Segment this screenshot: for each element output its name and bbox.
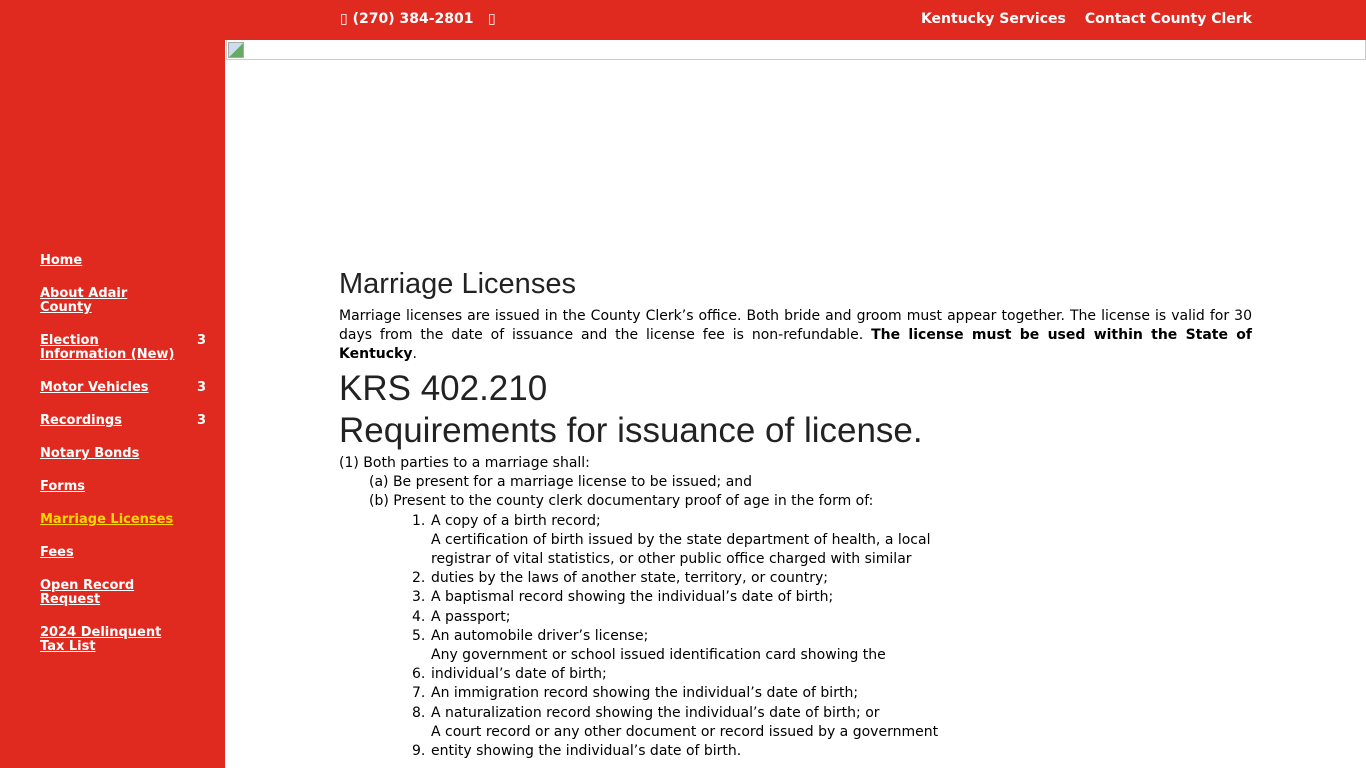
requirement-1: (1) Both parties to a marriage shall: — [339, 455, 590, 471]
list-item: 1. A copy of a birth record; — [429, 512, 1252, 531]
item-text: A certification of birth issued by the state department of health, a local registrar of vital statistics, or other public office charged with similar duties by the laws of another state, territory, or country; — [431, 531, 931, 587]
submenu-count-badge: 3 — [197, 413, 207, 428]
item-text: A baptismal record showing the individual’s date of birth; — [431, 589, 834, 606]
requirement-1b: (b) Present to the county clerk documentary proof of age in the form of: — [369, 493, 874, 510]
contact-county-clerk-link[interactable]: Contact County Clerk — [1084, 11, 1252, 27]
item-text: A passport; — [431, 608, 511, 625]
sidebar-link[interactable]: Election Information (New) — [40, 333, 175, 362]
sidebar-link[interactable]: Marriage Licenses — [40, 512, 174, 527]
list-item: 3. A baptismal record showing the individual’s date of birth; — [429, 588, 1252, 607]
sidebar-item — [40, 287, 210, 315]
phone-icon: ▯ — [340, 11, 348, 27]
submenu-count-badge: 3 — [197, 380, 207, 395]
sidebar-item — [40, 480, 210, 494]
sidebar-item — [40, 414, 210, 428]
main-content — [339, 266, 1252, 761]
sidebar-nav — [40, 254, 210, 673]
sidebar-item — [40, 381, 210, 395]
sidebar-item — [40, 579, 210, 607]
kentucky-services-link[interactable]: Kentucky Services — [920, 11, 1066, 27]
item-text: A copy of a birth record; — [431, 512, 601, 529]
banner-image — [226, 40, 1366, 60]
requirement-1a: (a) Be present for a marriage license to be issued; and — [369, 474, 753, 491]
list-item: 8. A naturalization record showing the individual’s date of birth; or — [429, 704, 1252, 723]
item-text: An immigration record showing the individual’s date of birth; — [431, 685, 859, 702]
sidebar — [0, 0, 225, 768]
sidebar-link[interactable]: Notary Bonds — [40, 446, 140, 461]
sidebar-item — [40, 447, 210, 461]
sidebar-link[interactable]: 2024 Delinquent Tax List — [40, 625, 162, 654]
sidebar-item — [40, 546, 210, 560]
intro-paragraph: Marriage licenses are issued in the County Clerk’s office. Both bride and groom must appear together. The license is valid for 30 days from the date of issuance and the license fee is non-refundable. The license must be used within the State of Kentucky. — [339, 308, 1252, 362]
sidebar-item — [40, 626, 210, 654]
sidebar-link[interactable]: Forms — [40, 479, 85, 494]
list-item: 4. A passport; — [429, 608, 1252, 627]
sidebar-link[interactable]: Home — [40, 253, 83, 268]
top-bar — [225, 0, 1366, 40]
sidebar-item — [40, 254, 210, 268]
sidebar-link[interactable]: Fees — [40, 545, 74, 560]
sidebar-item — [40, 513, 210, 527]
item-text: Any government or school issued identification card showing the individual’s date of birth; — [431, 647, 886, 683]
item-text: An automobile driver’s license; — [431, 627, 649, 644]
list-item: 6.Any government or school issued identification card showing the individual’s date of birth; — [429, 646, 1252, 684]
sidebar-link[interactable]: About Adair County — [40, 286, 128, 315]
broken-image-icon — [228, 42, 244, 58]
proof-of-age-list — [339, 512, 1252, 762]
list-item: 2.A certification of birth issued by the state department of health, a local registrar of vital statistics, or other public office charged with similar duties by the laws of another state, territory, or country; — [429, 531, 1252, 589]
list-item: 5. An automobile driver’s license; — [429, 627, 1252, 646]
list-item: 9.A court record or any other document or record issued by a government entity showing the individual’s date of birth. — [429, 723, 1252, 761]
list-item: 7. An immigration record showing the individual’s date of birth; — [429, 684, 1252, 703]
sidebar-link[interactable]: Recordings — [40, 413, 122, 428]
sidebar-link[interactable]: Motor Vehicles — [40, 380, 149, 395]
phone-link[interactable]: ▯ (270) 384-2801 — [340, 11, 474, 27]
submenu-count-badge: 3 — [197, 333, 207, 348]
envelope-icon[interactable]: ▯ — [488, 11, 496, 27]
statute-heading: KRS 402.210 Requirements for issuance of license. — [339, 369, 923, 450]
item-text: A court record or any other document or record issued by a government entity showing the individual’s date of birth. — [431, 723, 939, 760]
sidebar-link[interactable]: Open Record Request — [40, 578, 135, 607]
item-text: A naturalization record showing the individual’s date of birth; or — [431, 704, 880, 721]
page-title: Marriage Licenses — [339, 268, 576, 300]
sidebar-item — [40, 334, 210, 362]
requirements — [339, 454, 1252, 761]
